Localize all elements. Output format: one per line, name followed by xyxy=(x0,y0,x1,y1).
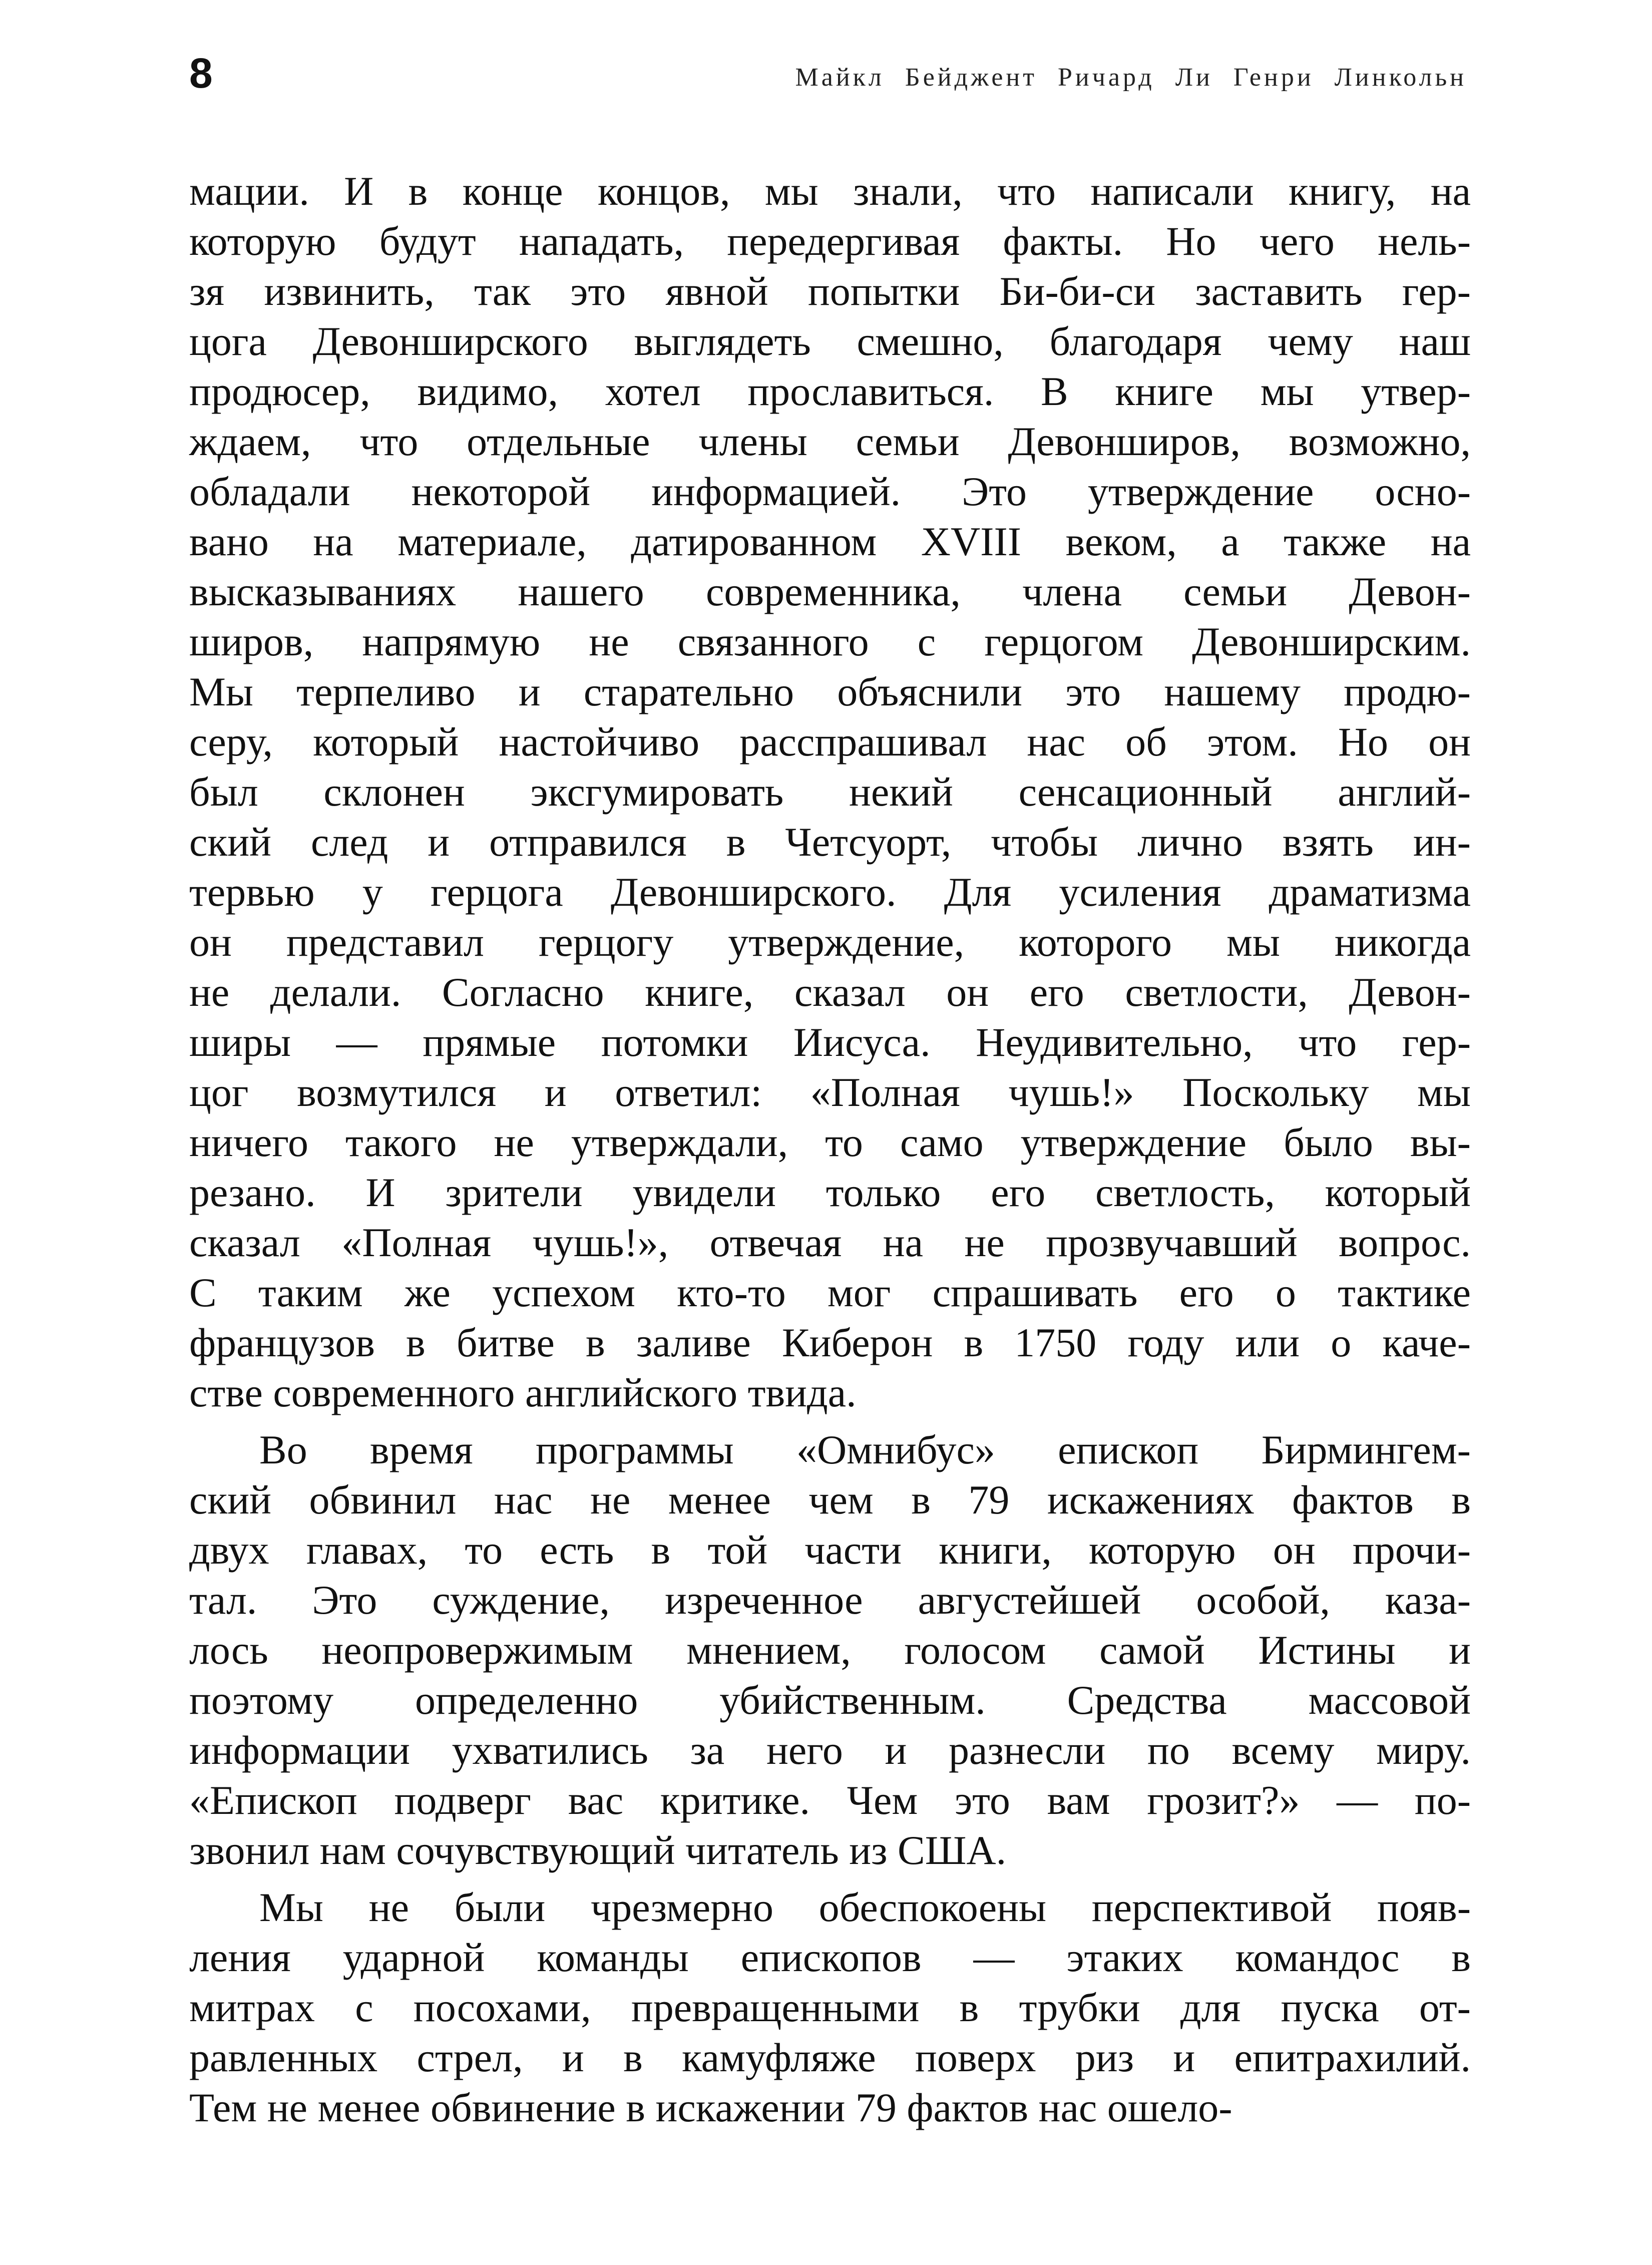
text-line: тервью у герцога Девонширского. Для усиления драматизма xyxy=(189,869,1471,915)
text-line: равленных стрел, и в камуфляже поверх риз и епитрахилий. xyxy=(189,2035,1471,2080)
text-line: «Епископ подверг вас критике. Чем это вам грозит?» — по- xyxy=(189,1777,1471,1823)
text-line: информации ухватились за него и разнесли по всему миру. xyxy=(189,1727,1471,1773)
text-line: ширы — прямые потомки Иисуса. Неудивительно, что гер- xyxy=(189,1019,1471,1065)
text-line: цога Девонширского выглядеть смешно, благодаря чему наш xyxy=(189,318,1471,364)
text-line: обладали некоторой информацией. Это утверждение осно- xyxy=(189,469,1471,514)
paragraph-gap xyxy=(189,1418,1471,1425)
text-line: продюсер, видимо, хотел прославиться. В книге мы утвер- xyxy=(189,368,1471,414)
text-line: мации. И в конце концов, мы знали, что написали книгу, на xyxy=(189,168,1471,214)
text-line: зя извинить, так это явной попытки Би-би-си заставить гер- xyxy=(189,268,1471,314)
text-line: Мы не были чрезмерно обеспокоены перспективой появ- xyxy=(259,1884,1471,1930)
text-line: ский обвинил нас не менее чем в 79 искажениях фактов в xyxy=(189,1477,1471,1523)
text-line: сказал «Полная чушь!», отвечая на не прозвучавший вопрос. xyxy=(189,1220,1471,1265)
text-line: резано. И зрители увидели только его светлость, который xyxy=(189,1170,1471,1215)
text-line: Тем не менее обвинение в искажении 79 фактов нас ошело- xyxy=(189,2085,1232,2130)
body-text xyxy=(189,166,1471,2133)
text-line: митрах с посохами, превращенными в трубки для пуска от- xyxy=(189,1985,1471,2030)
paragraph xyxy=(189,1882,1471,2133)
paragraph xyxy=(189,1425,1471,1875)
text-line: вано на материале, датированном XVIII веком, а также на xyxy=(189,519,1471,564)
text-line: Мы терпеливо и старательно объяснили это нашему продю- xyxy=(189,669,1471,714)
text-line: двух главах, то есть в той части книги, которую он прочи- xyxy=(189,1527,1471,1573)
text-line: лось неопровержимым мнением, голосом самой Истины и xyxy=(189,1627,1471,1673)
paragraph xyxy=(189,166,1471,1418)
paragraph-gap xyxy=(189,1875,1471,1882)
text-line: которую будут нападать, передергивая факты. Но чего нель- xyxy=(189,218,1471,264)
text-line: не делали. Согласно книге, сказал он его светлости, Девон- xyxy=(189,969,1471,1015)
text-line: звонил нам сочувствующий читатель из США. xyxy=(189,1827,1007,1873)
text-line: Во время программы «Омнибус» епископ Бирмингем- xyxy=(259,1427,1471,1472)
text-line: высказываниях нашего современника, члена семьи Девон- xyxy=(189,569,1471,614)
text-line: был склонен эксгумировать некий сенсационный англий- xyxy=(189,769,1471,815)
text-line: тал. Это суждение, изреченное августейшей особой, каза- xyxy=(189,1577,1471,1623)
text-line: ский след и отправился в Четсуорт, чтобы лично взять ин- xyxy=(189,819,1471,865)
text-line: серу, который настойчиво расспрашивал нас об этом. Но он xyxy=(189,719,1471,765)
text-line: ления ударной команды епископов — этаких командос в xyxy=(189,1935,1471,1980)
text-line: ничего такого не утверждали, то само утверждение было вы- xyxy=(189,1119,1471,1165)
page-number: 8 xyxy=(189,50,213,97)
running-head: Майкл Бейджент Ричард Ли Генри Линкольн xyxy=(795,63,1467,92)
text-line: С таким же успехом кто-то мог спрашивать его о тактике xyxy=(189,1270,1471,1315)
text-line: широв, напрямую не связанного с герцогом Девонширским. xyxy=(189,619,1471,664)
text-line: он представил герцогу утверждение, которого мы никогда xyxy=(189,919,1471,965)
text-line: ждаем, что отдельные члены семьи Девонширов, возможно, xyxy=(189,419,1471,464)
text-line: цог возмутился и ответил: «Полная чушь!» Поскольку мы xyxy=(189,1069,1471,1115)
text-line: французов в битве в заливе Киберон в 1750 году или о каче- xyxy=(189,1320,1471,1365)
text-line: стве современного английского твида. xyxy=(189,1370,857,1415)
text-line: поэтому определенно убийственным. Средства массовой xyxy=(189,1677,1471,1723)
